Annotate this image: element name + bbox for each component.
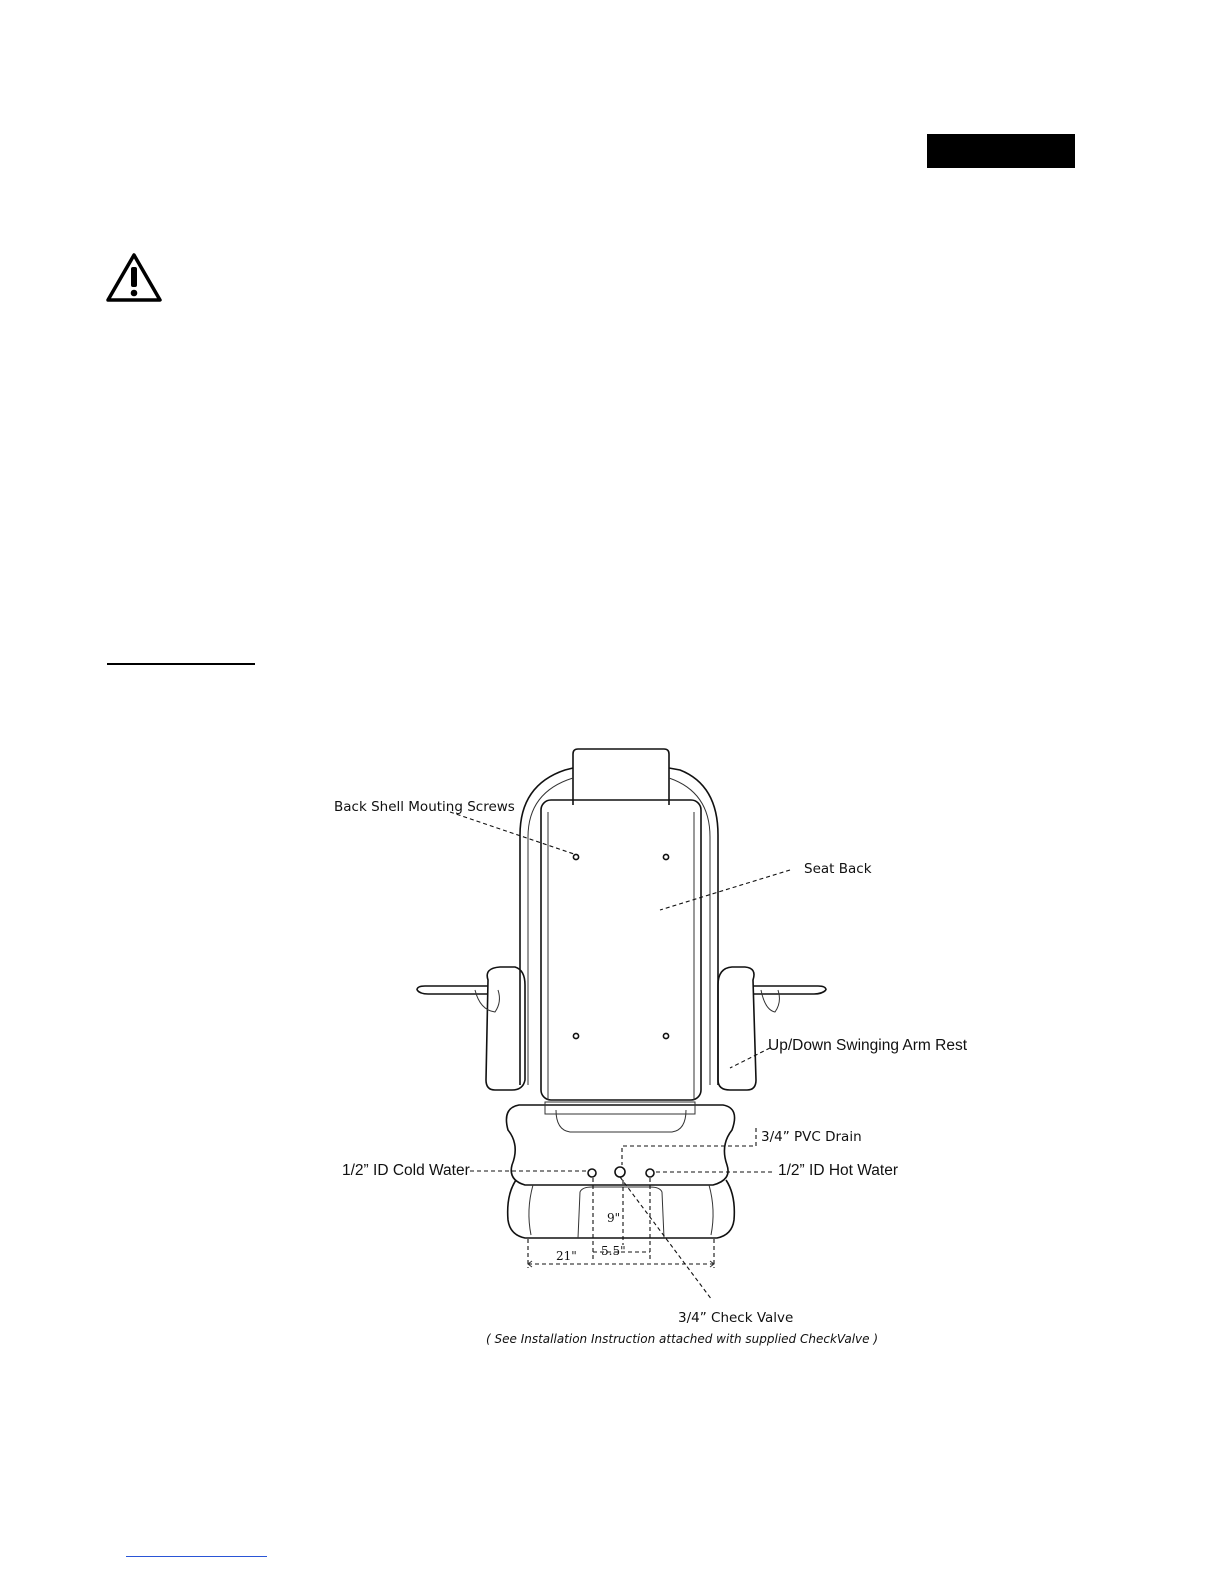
footer-link-underline[interactable] xyxy=(126,1556,267,1557)
label-hot-water: 1/2” ID Hot Water xyxy=(778,1162,899,1179)
label-back-shell-screws: Back Shell Mouting Screws xyxy=(334,799,515,815)
label-arm-rest: Up/Down Swinging Arm Rest xyxy=(768,1037,967,1054)
label-check-valve: 3/4” Check Valve xyxy=(678,1310,794,1326)
warning-triangle-icon xyxy=(105,252,163,304)
section-heading-underline xyxy=(107,663,255,665)
dimension-height: 9" xyxy=(607,1211,621,1225)
leader-lines xyxy=(450,812,790,1300)
header-black-bar xyxy=(927,134,1075,168)
label-pvc-drain: 3/4” PVC Drain xyxy=(761,1129,862,1145)
dimension-inner-width: 5.5" xyxy=(601,1244,626,1258)
label-check-valve-note: ( See Installation Instruction attached with supplied CheckValve ) xyxy=(486,1332,879,1346)
dimension-outer-width: 21" xyxy=(556,1249,577,1263)
pedicure-chair-diagram xyxy=(320,740,1000,1360)
label-cold-water: 1/2” ID Cold Water xyxy=(342,1162,470,1179)
label-seat-back: Seat Back xyxy=(804,861,872,877)
